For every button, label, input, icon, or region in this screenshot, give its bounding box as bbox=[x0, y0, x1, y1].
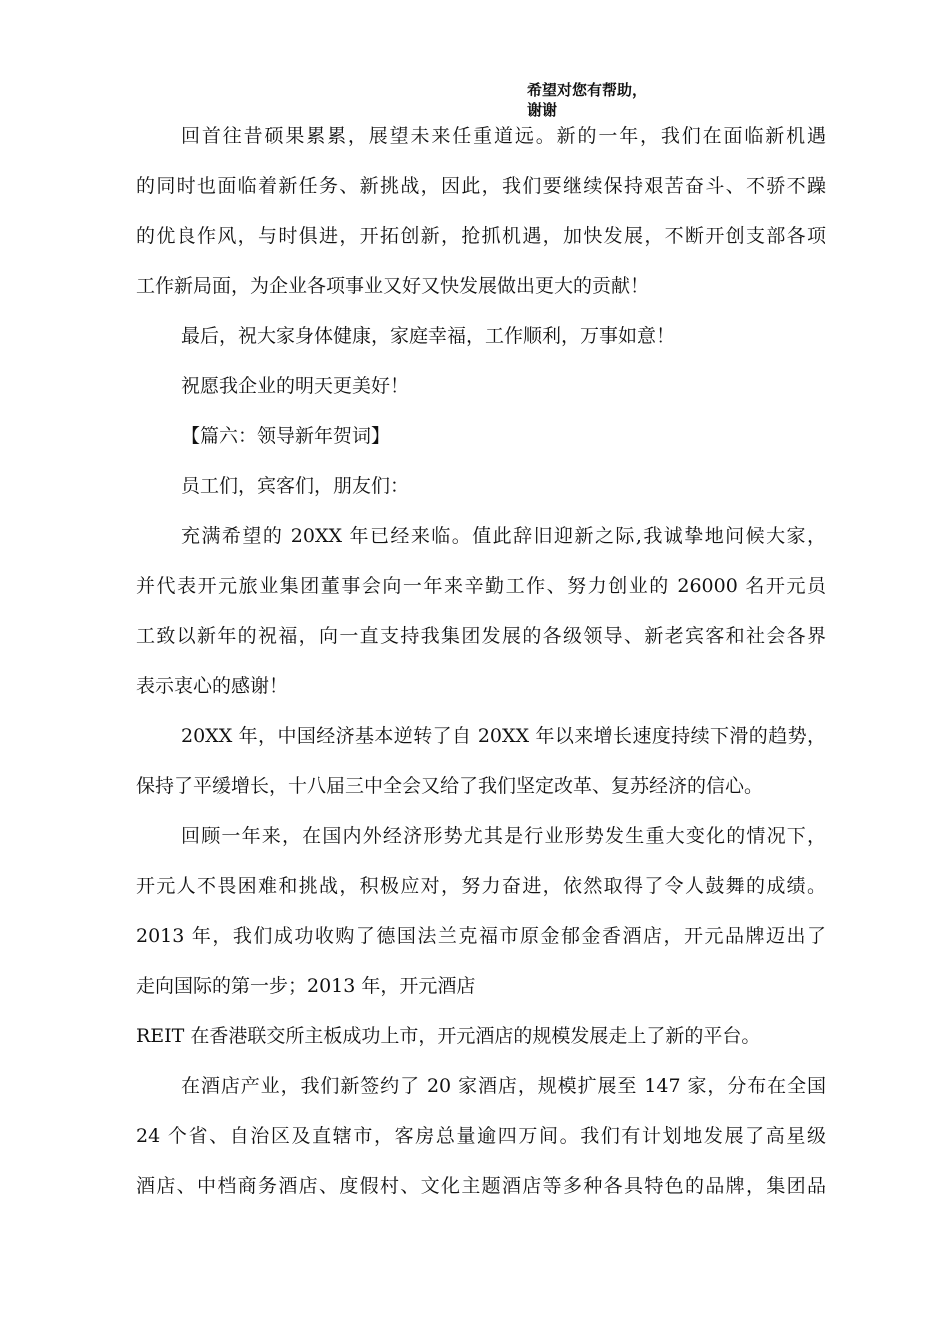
paragraph-5-line-2: 保持了平缓增长，十八届三中全会又给了我们坚定改革、复苏经济的信心。 bbox=[136, 775, 764, 797]
paragraph-6-line-2: 开元人不畏困难和挑战，积极应对，努力奋进，依然取得了令人鼓舞的成绩。 bbox=[136, 875, 826, 897]
help-note-line-2: 谢谢 bbox=[527, 101, 558, 119]
paragraph-7-line-1: 在酒店产业，我们新签约了 20 家酒店，规模扩展至 147 家，分布在全国 bbox=[181, 1075, 826, 1097]
paragraph-1-line-1: 回首往昔硕果累累，展望未来任重道远。新的一年，我们在面临新机遇 bbox=[181, 125, 826, 147]
paragraph-1-line-2: 的同时也面临着新任务、新挑战，因此，我们要继续保持艰苦奋斗、不骄不躁 bbox=[136, 175, 826, 197]
paragraph-3: 祝愿我企业的明天更美好！ bbox=[181, 375, 410, 397]
paragraph-1-line-4: 工作新局面，为企业各项事业又好又快发展做出更大的贡献！ bbox=[136, 275, 650, 297]
paragraph-4-line-2: 并代表开元旅业集团董事会向一年来辛勤工作、努力创业的 26000 名开元员 bbox=[136, 575, 826, 597]
greeting: 员工们，宾客们，朋友们： bbox=[181, 475, 410, 497]
paragraph-2: 最后，祝大家身体健康，家庭幸福，工作顺利，万事如意！ bbox=[181, 325, 676, 347]
paragraph-6-line-3: 2013 年，我们成功收购了德国法兰克福市原金郁金香酒店，开元品牌迈出了 bbox=[136, 925, 826, 947]
paragraph-6-line-1: 回顾一年来，在国内外经济形势尤其是行业形势发生重大变化的情况下， bbox=[181, 825, 826, 847]
help-note-line-1: 希望对您有帮助， bbox=[527, 81, 648, 99]
paragraph-6-line-5: REIT 在香港联交所主板成功上市，开元酒店的规模发展走上了新的平台。 bbox=[136, 1025, 761, 1047]
paragraph-4-line-1: 充满希望的 20XX 年已经来临。值此辞旧迎新之际,我诚挚地问候大家， bbox=[181, 525, 826, 547]
paragraph-6-line-4: 走向国际的第一步；2013 年，开元酒店 bbox=[136, 975, 476, 997]
section-title: 【篇六：领导新年贺词】 bbox=[181, 425, 391, 447]
paragraph-1-line-3: 的优良作风，与时俱进，开拓创新，抢抓机遇，加快发展，不断开创支部各项 bbox=[136, 225, 826, 247]
paragraph-7-line-2: 24 个省、自治区及直辖市，客房总量逾四万间。我们有计划地发展了高星级 bbox=[136, 1125, 826, 1147]
paragraph-7-line-3: 酒店、中档商务酒店、度假村、文化主题酒店等多种各具特色的品牌，集团品 bbox=[136, 1175, 826, 1197]
paragraph-4-line-4: 表示衷心的感谢！ bbox=[136, 675, 289, 697]
paragraph-4-line-3: 工致以新年的祝福，向一直支持我集团发展的各级领导、新老宾客和社会各界 bbox=[136, 625, 826, 647]
paragraph-5-line-1: 20XX 年，中国经济基本逆转了自 20XX 年以来增长速度持续下滑的趋势， bbox=[181, 725, 826, 747]
